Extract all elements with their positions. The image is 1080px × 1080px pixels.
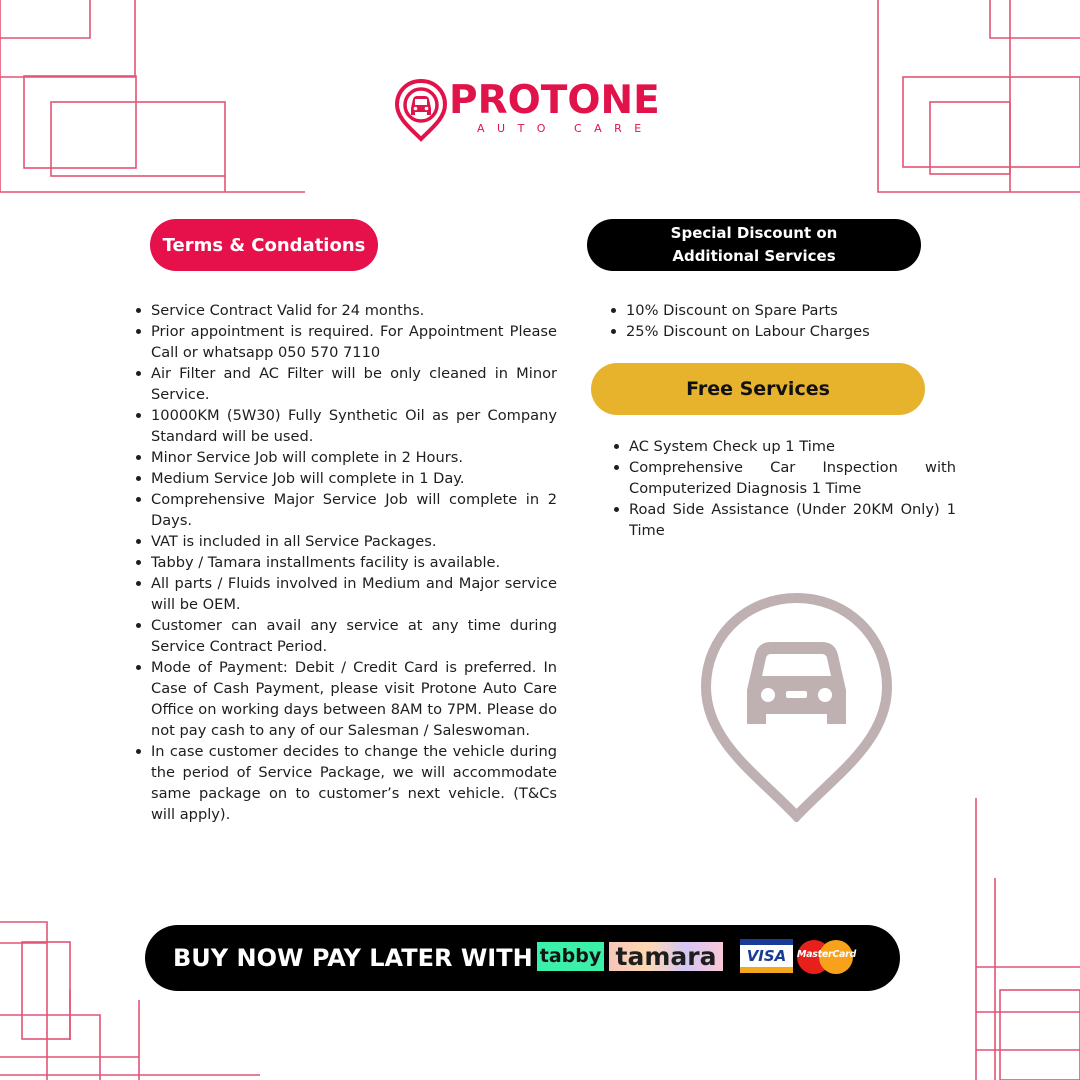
list-item: VAT is included in all Service Packages. — [136, 531, 557, 552]
discount-heading-line2: Additional Services — [672, 247, 836, 265]
brand-logo — [394, 78, 664, 142]
brand-tagline: AUTO CARE — [477, 122, 654, 135]
brand-name: PROTONE — [449, 78, 660, 123]
list-item: Comprehensive Car Inspection with Computerized Diagnosis 1 Time — [614, 457, 956, 499]
list-item: Air Filter and AC Filter will be only cleaned in Minor Service. — [136, 363, 557, 405]
mastercard-logo — [797, 939, 857, 975]
tabby-logo: tabby — [537, 942, 604, 971]
free-services-list — [614, 436, 956, 541]
list-item: Minor Service Job will complete in 2 Hours. — [136, 447, 557, 468]
list-item: 10% Discount on Spare Parts — [611, 300, 911, 321]
terms-list — [136, 300, 557, 825]
list-item: 25% Discount on Labour Charges — [611, 321, 911, 342]
car-location-pin-icon — [700, 592, 893, 822]
list-item: Customer can avail any service at any time during Service Contract Period. — [136, 615, 557, 657]
tamara-logo: tamara — [609, 942, 723, 971]
banner-text: BUY NOW PAY LATER WITH — [173, 944, 533, 972]
terms-heading: Terms & Condations — [150, 219, 378, 271]
list-item: 10000KM (5W30) Fully Synthetic Oil as per Company Standard will be used. — [136, 405, 557, 447]
discount-heading — [587, 219, 921, 271]
list-item: Tabby / Tamara installments facility is available. — [136, 552, 557, 573]
list-item: Prior appointment is required. For Appointment Please Call or whatsapp 050 570 7110 — [136, 321, 557, 363]
discount-heading-line1: Special Discount on — [670, 224, 838, 242]
list-item: Medium Service Job will complete in 1 Day. — [136, 468, 557, 489]
free-services-heading: Free Services — [591, 363, 925, 415]
discount-list — [611, 300, 911, 342]
payment-banner — [145, 925, 900, 991]
list-item: Mode of Payment: Debit / Credit Card is preferred. In Case of Cash Payment, please visit Protone Auto Care Office on working days between 8AM to 7PM. Please do not pay cash to any of our Salesman / Saleswoman. — [136, 657, 557, 741]
visa-logo: VISA — [740, 939, 793, 973]
list-item: Service Contract Valid for 24 months. — [136, 300, 557, 321]
list-item: All parts / Fluids involved in Medium and Major service will be OEM. — [136, 573, 557, 615]
list-item: AC System Check up 1 Time — [614, 436, 956, 457]
list-item: In case customer decides to change the vehicle during the period of Service Package, we will accommodate same package on to customer’s next vehicle. (T&Cs will apply). — [136, 741, 557, 825]
list-item: Road Side Assistance (Under 20KM Only) 1 Time — [614, 499, 956, 541]
list-item: Comprehensive Major Service Job will complete in 2 Days. — [136, 489, 557, 531]
mastercard-wordmark: MasterCard — [797, 949, 857, 960]
car-location-pin-icon — [394, 78, 448, 142]
